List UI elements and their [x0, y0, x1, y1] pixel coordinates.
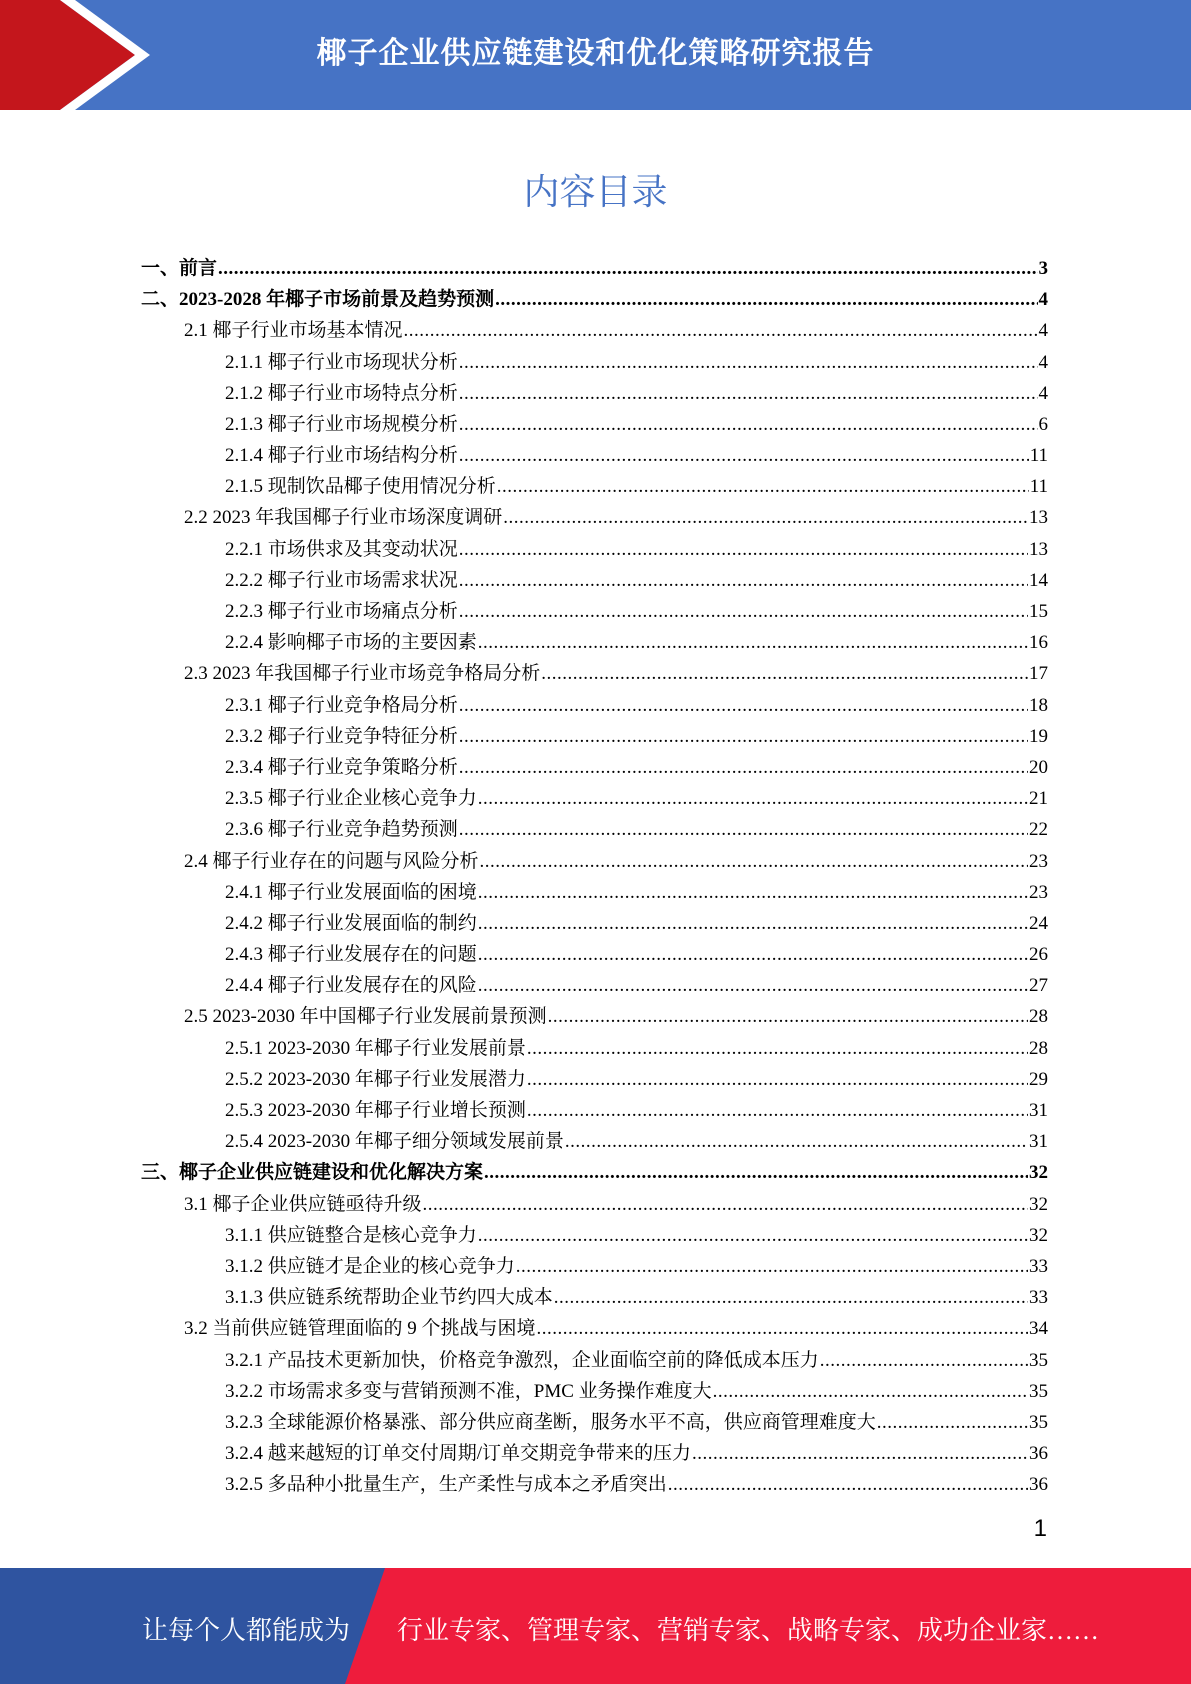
toc-entry-page: 32 [1029, 1224, 1048, 1246]
toc-entry[interactable] [141, 1376, 1048, 1407]
toc-entry[interactable] [141, 409, 1048, 440]
toc-entry-page: 35 [1029, 1349, 1048, 1371]
toc-dot-leader [713, 1376, 1028, 1407]
toc-entry-label: 3.1 椰子企业供应链亟待升级 [184, 1193, 422, 1215]
toc-entry-label: 3.2 当前供应链管理面临的 9 个挑战与困境 [184, 1318, 536, 1340]
toc-entry-page: 4 [1038, 320, 1048, 342]
toc-entry[interactable] [141, 347, 1048, 378]
toc-entry-page: 35 [1029, 1380, 1048, 1402]
toc-entry-label: 3.1.2 供应链才是企业的核心竞争力 [225, 1255, 515, 1277]
toc-entry-label: 2.5 2023-2030 年中国椰子行业发展前景预测 [184, 1006, 547, 1028]
toc-entry[interactable] [141, 1095, 1048, 1126]
toc-entry-page: 28 [1029, 1037, 1048, 1059]
toc-dot-leader [527, 1064, 1028, 1095]
toc-dot-leader [218, 253, 1037, 284]
toc-entry-label: 2.3.4 椰子行业竞争策略分析 [225, 756, 458, 778]
toc-entry-page: 34 [1029, 1318, 1048, 1340]
toc-entry-label: 2.1 椰子行业市场基本情况 [184, 320, 403, 342]
toc-entry-page: 15 [1029, 601, 1048, 623]
toc-entry-page: 16 [1029, 632, 1048, 654]
toc-dot-leader [459, 814, 1028, 845]
toc-entry-label: 一、前言 [141, 257, 218, 279]
toc-entry[interactable] [141, 908, 1048, 939]
toc-dot-leader [503, 502, 1028, 533]
toc-entry[interactable] [141, 1189, 1048, 1220]
toc-entry-label: 3.1.3 供应链系统帮助企业节约四大成本 [225, 1287, 553, 1309]
toc-entry-page: 14 [1029, 569, 1048, 591]
toc-dot-leader [541, 658, 1028, 689]
toc-entry-label: 2.3.6 椰子行业竞争趋势预测 [225, 819, 458, 841]
toc-dot-leader [459, 440, 1029, 471]
toc-entry-page: 32 [1029, 1162, 1048, 1184]
toc-entry-label: 2.3.2 椰子行业竞争特征分析 [225, 725, 458, 747]
toc-dot-leader [692, 1438, 1028, 1469]
toc-entry-label: 2.4.3 椰子行业发展存在的问题 [225, 944, 477, 966]
toc-entry-page: 23 [1029, 850, 1048, 872]
toc-entry[interactable] [141, 658, 1048, 689]
toc-entry-page: 20 [1029, 756, 1048, 778]
toc-entry-page: 33 [1029, 1287, 1048, 1309]
toc-entry[interactable] [141, 1438, 1048, 1469]
toc-entry-label: 2.2 2023 年我国椰子行业市场深度调研 [184, 507, 503, 529]
toc-entry[interactable] [141, 970, 1048, 1001]
toc-dot-leader [478, 783, 1028, 814]
toc-dot-leader [478, 939, 1028, 970]
toc-entry-page: 35 [1029, 1411, 1048, 1433]
toc-entry-page: 36 [1029, 1474, 1048, 1496]
toc-entry-label: 3.2.2 市场需求多变与营销预测不准，PMC 业务操作难度大 [225, 1380, 712, 1402]
toc-entry-label: 2.2.1 市场供求及其变动状况 [225, 538, 458, 560]
toc-entry-label: 2.1.1 椰子行业市场现状分析 [225, 351, 458, 373]
toc-entry-label: 2.5.1 2023-2030 年椰子行业发展前景 [225, 1037, 526, 1059]
toc-entry-label: 2.4.4 椰子行业发展存在的风险 [225, 975, 477, 997]
toc-entry-label: 3.2.3 全球能源价格暴涨、部分供应商垄断，服务水平不高，供应商管理难度大 [225, 1411, 876, 1433]
toc-entry-page: 27 [1029, 975, 1048, 997]
toc-dot-leader [423, 1189, 1028, 1220]
toc-dot-leader [484, 1157, 1028, 1188]
toc-dot-leader [459, 378, 1038, 409]
toc-entry-page: 13 [1029, 507, 1048, 529]
toc-entry-page: 11 [1029, 476, 1048, 498]
toc-entry-page: 3 [1038, 257, 1048, 279]
toc-entry[interactable] [141, 1126, 1048, 1157]
toc-entry[interactable] [141, 846, 1048, 877]
toc-dot-leader [459, 721, 1028, 752]
toc-entry-label: 2.3 2023 年我国椰子行业市场竞争格局分析 [184, 663, 541, 685]
toc-dot-leader [877, 1407, 1028, 1438]
toc-entry-label: 2.5.3 2023-2030 年椰子行业增长预测 [225, 1100, 526, 1122]
toc-dot-leader [527, 1033, 1028, 1064]
toc-entry-page: 22 [1029, 819, 1048, 841]
toc-entry-page: 31 [1029, 1100, 1048, 1122]
toc-dot-leader [459, 752, 1028, 783]
toc-entry-label: 2.5.4 2023-2030 年椰子细分领域发展前景 [225, 1131, 564, 1153]
toc-entry[interactable] [141, 565, 1048, 596]
toc-entry-page: 4 [1038, 289, 1048, 311]
page-number: 1 [1033, 1515, 1047, 1542]
toc-entry[interactable] [141, 284, 1048, 315]
toc-dot-leader [668, 1469, 1028, 1500]
toc-entry[interactable] [141, 814, 1048, 845]
toc-dot-leader [478, 1220, 1028, 1251]
toc-entry[interactable] [141, 1002, 1048, 1033]
toc-dot-leader [537, 1313, 1028, 1344]
toc-entry-label: 2.5.2 2023-2030 年椰子行业发展潜力 [225, 1068, 526, 1090]
toc-dot-leader [478, 627, 1028, 658]
toc-dot-leader [820, 1345, 1028, 1376]
toc-entry[interactable] [141, 939, 1048, 970]
toc-entry-label: 三、椰子企业供应链建设和优化解决方案 [141, 1162, 484, 1184]
toc-entry-label: 二、2023-2028 年椰子市场前景及趋势预测 [141, 289, 495, 311]
toc-entry-label: 3.2.4 越来越短的订单交付周期/订单交期竞争带来的压力 [225, 1443, 692, 1465]
toc-dot-leader [480, 846, 1028, 877]
toc-entry[interactable] [141, 1469, 1048, 1500]
toc-dot-leader [565, 1126, 1028, 1157]
table-of-contents [141, 253, 1048, 1501]
footer-slogan-right: 行业专家、管理专家、营销专家、战略专家、成功企业家…… [397, 1616, 1100, 1645]
toc-entry[interactable] [141, 627, 1048, 658]
toc-entry-label: 2.1.3 椰子行业市场规模分析 [225, 413, 458, 435]
toc-entry-page: 28 [1029, 1006, 1048, 1028]
toc-entry-page: 19 [1029, 725, 1048, 747]
toc-entry-page: 32 [1029, 1193, 1048, 1215]
toc-entry-label: 2.1.4 椰子行业市场结构分析 [225, 445, 458, 467]
toc-entry[interactable] [141, 1407, 1048, 1438]
toc-entry-page: 23 [1029, 881, 1048, 903]
toc-dot-leader [404, 315, 1038, 346]
toc-entry[interactable] [141, 752, 1048, 783]
toc-entry[interactable] [141, 471, 1048, 502]
toc-dot-leader [478, 970, 1028, 1001]
toc-entry-page: 36 [1029, 1443, 1048, 1465]
toc-entry[interactable] [141, 1064, 1048, 1095]
toc-entry-page: 31 [1029, 1131, 1048, 1153]
toc-entry[interactable] [141, 1251, 1048, 1282]
toc-entry[interactable] [141, 503, 1048, 534]
toc-entry-label: 2.3.1 椰子行业竞争格局分析 [225, 694, 458, 716]
toc-entry-page: 11 [1029, 445, 1048, 467]
toc-dot-leader [478, 908, 1028, 939]
toc-dot-leader [459, 409, 1038, 440]
toc-dot-leader [554, 1282, 1028, 1313]
toc-entry[interactable] [141, 1157, 1048, 1188]
toc-entry[interactable] [141, 783, 1048, 814]
toc-entry[interactable] [141, 253, 1048, 284]
toc-dot-leader [548, 1001, 1028, 1032]
toc-entry-label: 2.4 椰子行业存在的问题与风险分析 [184, 850, 479, 872]
toc-entry-label: 2.1.2 椰子行业市场特点分析 [225, 382, 458, 404]
toc-entry-label: 3.2.1 产品技术更新加快，价格竞争激烈，企业面临空前的降低成本压力 [225, 1349, 819, 1371]
toc-entry[interactable] [141, 690, 1048, 721]
toc-heading: 内容目录 [523, 172, 668, 213]
toc-entry-page: 21 [1029, 788, 1048, 810]
toc-dot-leader [459, 565, 1028, 596]
toc-entry-page: 17 [1029, 663, 1048, 685]
toc-dot-leader [459, 347, 1038, 378]
toc-entry-label: 2.1.5 现制饮品椰子使用情况分析 [225, 476, 496, 498]
toc-entry[interactable] [141, 1345, 1048, 1376]
toc-dot-leader [495, 284, 1037, 315]
toc-entry-label: 2.4.2 椰子行业发展面临的制约 [225, 912, 477, 934]
toc-entry-label: 3.2.5 多品种小批量生产，生产柔性与成本之矛盾突出 [225, 1474, 667, 1496]
document-title: 椰子企业供应链建设和优化策略研究报告 [316, 36, 875, 71]
toc-entry[interactable] [141, 440, 1048, 471]
toc-dot-leader [527, 1095, 1028, 1126]
toc-entry-page: 24 [1029, 912, 1048, 934]
toc-entry[interactable] [141, 1033, 1048, 1064]
toc-entry-page: 18 [1029, 694, 1048, 716]
toc-entry-label: 2.2.2 椰子行业市场需求状况 [225, 569, 458, 591]
toc-dot-leader [478, 877, 1028, 908]
toc-entry-page: 4 [1038, 382, 1048, 404]
toc-entry-label: 2.4.1 椰子行业发展面临的困境 [225, 881, 477, 903]
toc-dot-leader [459, 534, 1028, 565]
toc-entry-page: 33 [1029, 1255, 1048, 1277]
toc-entry-page: 13 [1029, 538, 1048, 560]
toc-entry[interactable] [141, 534, 1048, 565]
toc-dot-leader [459, 596, 1028, 627]
toc-entry-page: 4 [1038, 351, 1048, 373]
toc-entry-label: 2.2.4 影响椰子市场的主要因素 [225, 632, 477, 654]
toc-entry-label: 3.1.1 供应链整合是核心竞争力 [225, 1224, 477, 1246]
toc-entry-page: 6 [1038, 413, 1048, 435]
toc-entry[interactable] [141, 378, 1048, 409]
toc-entry[interactable] [141, 1220, 1048, 1251]
toc-entry[interactable] [141, 1282, 1048, 1313]
toc-entry-label: 2.2.3 椰子行业市场痛点分析 [225, 601, 458, 623]
footer-slogan-left: 让每个人都能成为 [142, 1616, 351, 1645]
toc-entry-label: 2.3.5 椰子行业企业核心竞争力 [225, 788, 477, 810]
toc-entry[interactable] [141, 877, 1048, 908]
toc-dot-leader [516, 1251, 1028, 1282]
toc-entry[interactable] [141, 721, 1048, 752]
toc-entry[interactable] [141, 596, 1048, 627]
toc-entry-page: 26 [1029, 944, 1048, 966]
toc-dot-leader [459, 690, 1028, 721]
toc-entry-page: 29 [1029, 1068, 1048, 1090]
toc-entry[interactable] [141, 1313, 1048, 1344]
toc-entry[interactable] [141, 315, 1048, 346]
toc-dot-leader [497, 471, 1029, 502]
